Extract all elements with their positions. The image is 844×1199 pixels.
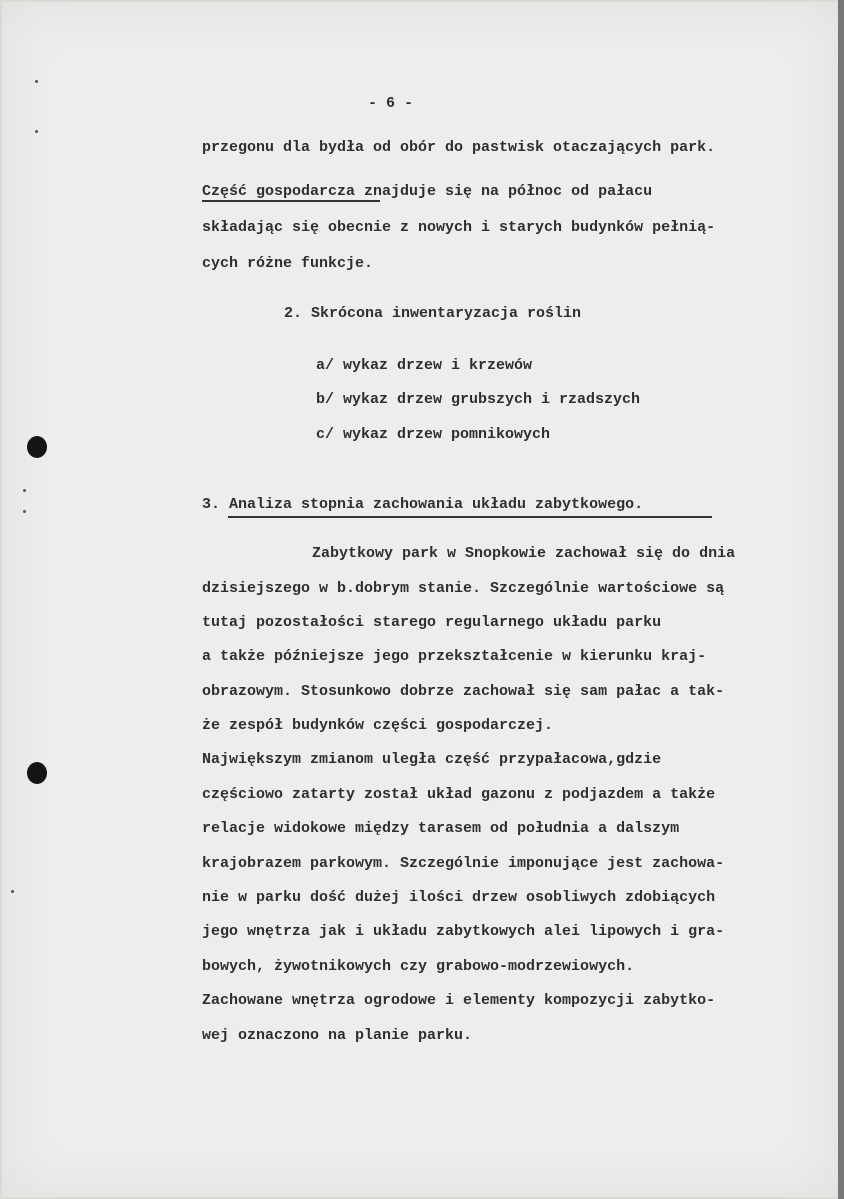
list-heading: 2. Skrócona inwentaryzacja roślin — [284, 305, 582, 322]
text-line: składając się obecnie z nowych i starych budynków pełnią- — [202, 219, 716, 236]
text-line: Zabytkowy park w Snopkowie zachował się do dnia — [312, 545, 736, 562]
text-line: cych różne funkcje. — [202, 255, 374, 272]
punch-hole — [27, 762, 47, 784]
text-fragment: znajduje się na północ od pałacu — [355, 183, 653, 200]
text-line: Największym zmianom uległa część przypałacowa,gdzie — [202, 751, 662, 768]
text-line: nie w parku dość dużej ilości drzew osobliwych zdobiących — [202, 889, 716, 906]
page-number: - 6 - — [368, 95, 414, 112]
text-line: krajobrazem parkowym. Szczególnie imponujące jest zachowa- — [202, 855, 725, 872]
text-line: częściowo zatarty został układ gazonu z podjazdem a także — [202, 786, 716, 803]
text-line: Zachowane wnętrza ogrodowe i elementy kompozycji zabytko- — [202, 992, 716, 1009]
paper-speck — [23, 510, 26, 513]
text-line: że zespół budynków części gospodarczej. — [202, 717, 554, 734]
list-item: b/ wykaz drzew grubszych i rzadszych — [316, 391, 641, 408]
text-line: tutaj pozostałości starego regularnego układu parku — [202, 614, 662, 631]
text-line: a także późniejsze jego przekształcenie w kierunku kraj- — [202, 648, 707, 665]
document-page — [2, 2, 838, 1197]
text-line: obrazowym. Stosunkowo dobrze zachował się sam pałac a tak- — [202, 683, 725, 700]
paper-speck — [11, 890, 14, 893]
list-item: c/ wykaz drzew pomnikowych — [316, 426, 551, 443]
scan-edge — [838, 0, 844, 1199]
underline — [202, 200, 380, 202]
section-heading: Część gospodarcza — [202, 183, 356, 200]
section-line — [202, 182, 652, 202]
text-line: relacje widokowe między tarasem od południa a dalszym — [202, 820, 680, 837]
text-line: dzisiejszego w b.dobrym stanie. Szczególnie wartościowe są — [202, 580, 725, 597]
underline — [228, 516, 712, 518]
text-line: wej oznaczono na planie parku. — [202, 1027, 473, 1044]
section-title: 3. Analiza stopnia zachowania układu zabytkowego. — [202, 496, 644, 513]
paper-speck — [23, 489, 26, 492]
text-line: bowych, żywotnikowych czy grabowo-modrzewiowych. — [202, 958, 635, 975]
text-line: jego wnętrza jak i układu zabytkowych alei lipowych i gra- — [202, 923, 725, 940]
paper-speck — [35, 80, 38, 83]
list-item: a/ wykaz drzew i krzewów — [316, 357, 533, 374]
punch-hole — [27, 436, 47, 458]
text-line: przegonu dla bydła od obór do pastwisk otaczających park. — [202, 139, 716, 156]
paper-speck — [35, 130, 38, 133]
